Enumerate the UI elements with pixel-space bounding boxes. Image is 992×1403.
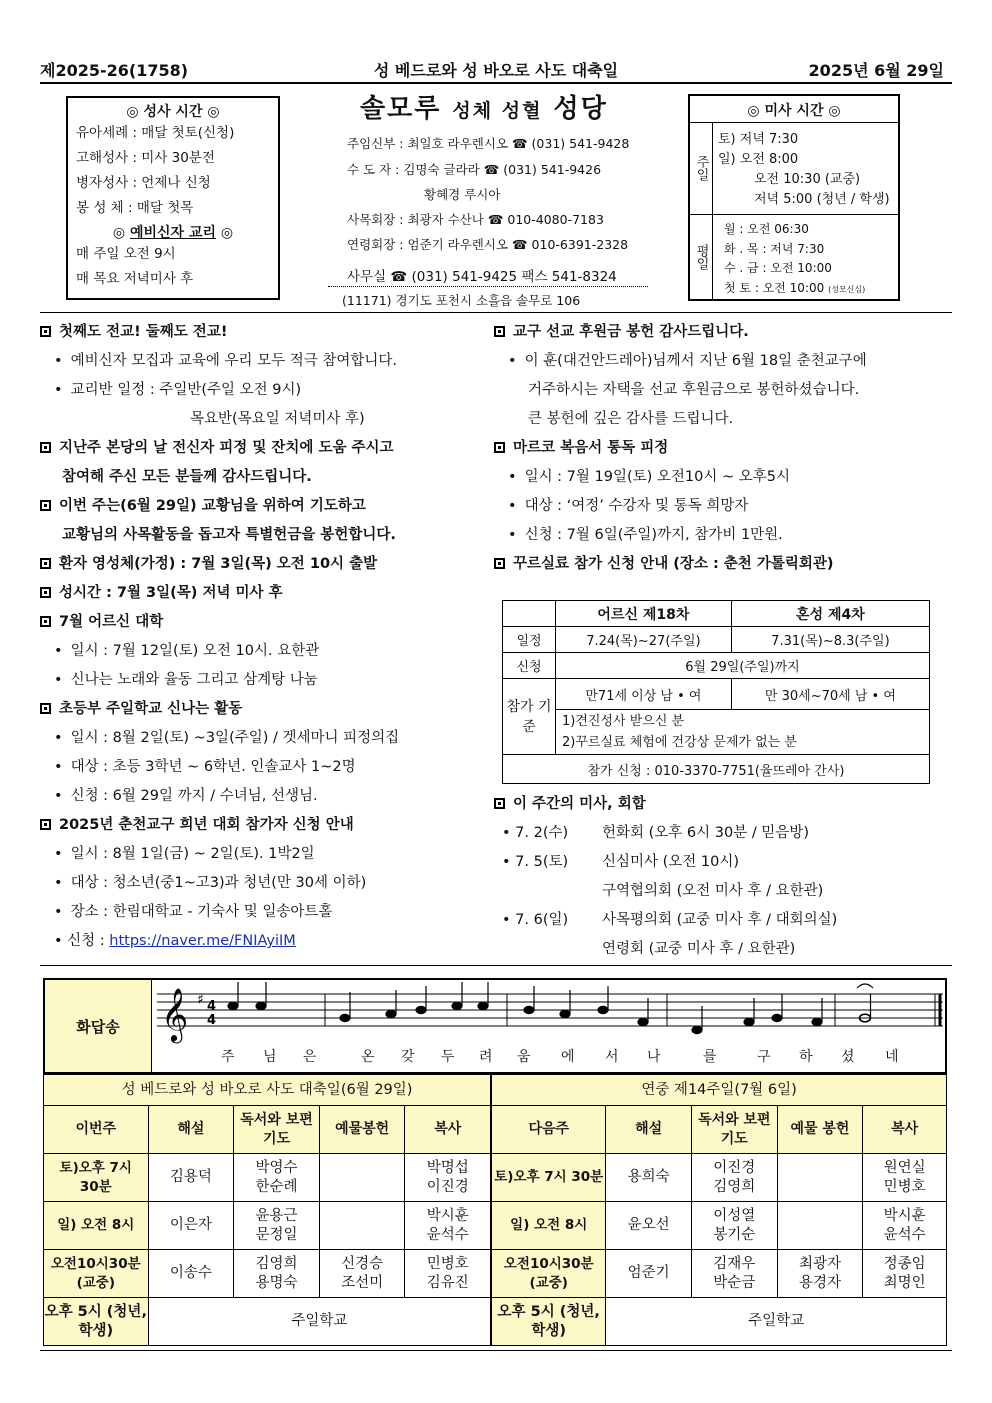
notice-heading: 성시간 : 7월 3일(목) 저녁 미사 후 <box>40 579 490 608</box>
bullet-square-icon <box>40 326 51 337</box>
sunday-mass-row: 오전 10:30 (교중) <box>754 172 861 187</box>
lyric-syllable: 하 <box>799 1049 813 1065</box>
notice-bullet: • 예비신자 모집과 교육에 우리 모두 적극 참여합니다. <box>40 347 490 376</box>
sunday-school-cell: 주일학교 <box>606 1298 947 1346</box>
bullet-square-icon <box>40 442 51 453</box>
ministry-cell <box>777 1154 863 1202</box>
weekly-text: 연령회 (교중 미사 후 / 요한관) <box>602 941 796 957</box>
ministry-row <box>44 1250 947 1298</box>
cursillo-req: 1)견진성사 받으신 분 <box>562 714 685 729</box>
ministry-cell: 김영희 용명숙 <box>234 1250 320 1298</box>
religious-line-2: 황혜경 루시아 <box>424 187 501 202</box>
notice-heading-cont: 참여해 주신 모든 분들께 감사드립니다. <box>62 469 312 485</box>
ministry-cell: 이성열 봉기순 <box>692 1202 778 1250</box>
svg-text:4: 4 <box>207 1013 217 1028</box>
weekday-mass-row: 화 . 목 : 저녁 7:30 <box>724 241 825 256</box>
cursillo-table <box>502 600 930 784</box>
bullet-square-icon <box>40 558 51 569</box>
weekly-row <box>494 819 944 848</box>
ministry-cell: 정종임 최명인 <box>863 1250 947 1298</box>
notice-heading: 첫째도 전교! 둘째도 전교! <box>40 318 490 347</box>
ministry-cell: 일) 오전 8시 <box>44 1202 149 1250</box>
bullet-square-icon <box>40 616 51 627</box>
bullet-square-icon <box>40 703 51 714</box>
ministry-row-youth <box>44 1298 947 1346</box>
ministry-cell <box>319 1202 405 1250</box>
notice-bullet: • 일시 : 8월 1일(금) ~ 2일(토). 1박2일 <box>40 840 490 869</box>
cursillo-row-label: 참가 기준 <box>503 679 556 755</box>
catechumen-row: 매 목요 저녁미사 후 <box>76 271 194 287</box>
notice-heading: 이번 주는(6월 29일) 교황님을 위하여 기도하고 <box>40 492 490 521</box>
notice-bullet: • 일시 : 7월 12일(토) 오전 10시. 요한관 <box>40 637 490 666</box>
cursillo-contact: 참가 신청 : 010-3370-7751(율뜨레아 간사) <box>503 755 930 784</box>
notice-heading-cont: 큰 봉헌에 깊은 감사를 드립니다. <box>528 411 734 427</box>
svg-text:4: 4 <box>207 999 217 1014</box>
psalm-label: 화답송 <box>45 980 152 1072</box>
sunday-label: 주일 <box>690 122 713 214</box>
ministry-cell: 용희숙 <box>606 1154 692 1202</box>
ministry-header-cell: 해설 <box>606 1106 692 1154</box>
notice-heading: 2025년 춘천교구 희년 대회 참가자 신청 안내 <box>40 811 490 840</box>
notice-bullet: • 신나는 노래와 율동 그리고 삼계탕 나눔 <box>40 666 490 695</box>
weekly-row <box>494 877 944 906</box>
bullet-square-icon <box>40 587 51 598</box>
lyric-syllable: 주 <box>221 1049 235 1065</box>
cursillo-row-label: 일정 <box>503 627 556 653</box>
ministry-cell: 오전10시30분 (교중) <box>491 1250 606 1298</box>
left-notices <box>40 318 490 927</box>
ministry-header-cell: 이번주 <box>44 1106 149 1154</box>
ministry-header-cell: 복사 <box>863 1106 947 1154</box>
notice-heading: 마르코 복음서 통독 피정 <box>494 434 944 463</box>
weekly-day: • 7. 5(토) <box>502 854 569 870</box>
notice-bullet: • 신청 : 6월 29일 까지 / 수녀님, 선생님. <box>40 782 490 811</box>
header-divider <box>40 82 952 84</box>
bullet-square-icon <box>494 558 505 569</box>
weekly-text: 신심미사 (오전 10시) <box>602 854 740 870</box>
ministry-cell: 이송수 <box>148 1250 234 1298</box>
bottom-divider <box>40 965 952 966</box>
lyric-syllable: 나 <box>647 1049 661 1065</box>
parish-name: 솔모루 성체 성혈 성당 <box>360 94 608 124</box>
ministry-cell: 김재우 박순금 <box>692 1250 778 1298</box>
weekly-text: 구역협의회 (오전 미사 후 / 요한관) <box>602 883 824 899</box>
lyric-syllable: 은 <box>303 1049 317 1065</box>
ministry-table <box>43 1074 947 1346</box>
psalm-box <box>43 978 947 1074</box>
top-section-divider <box>40 312 952 313</box>
notice-heading-cont: 거주하시는 자택을 선교 후원금으로 봉헌하셨습니다. <box>528 382 860 398</box>
weekly-day: • 7. 2(수) <box>502 825 569 841</box>
notice-bullet: • 장소 : 한림대학교 - 기숙사 및 일송아트홀 <box>40 898 490 927</box>
ministry-cell: 신경승 조선미 <box>319 1250 405 1298</box>
ministry-header-cell: 다음주 <box>491 1106 606 1154</box>
weekday-mass-row: 첫 토 : 오전 10:00 (성모신심) <box>724 280 866 295</box>
lyric-syllable: 님 <box>263 1049 277 1065</box>
weekday-mass-row: 수 . 금 : 오전 10:00 <box>724 261 832 275</box>
apply-link[interactable]: https://naver.me/FNIAyiIM <box>109 933 296 949</box>
sunday-mass-row: 일) 오전 8:00 <box>718 152 799 167</box>
address-divider <box>328 286 648 287</box>
notice-heading-cont: 교황님의 사목활동을 돕고자 특별헌금을 봉헌합니다. <box>62 527 396 543</box>
footer-divider <box>40 1350 952 1351</box>
ministry-cell: 윤용근 문정일 <box>234 1202 320 1250</box>
cursillo-req: 만71세 이상 남 • 여 <box>556 679 732 710</box>
notice-indent: 목요반(목요일 저녁미사 후) <box>190 411 365 427</box>
ministry-cell: 최광자 용경자 <box>777 1250 863 1298</box>
ministry-cell <box>777 1202 863 1250</box>
sacrament-row: 유아세례 : 매달 첫토(신청) <box>76 125 235 141</box>
council-president-line: 사목회장 : 최광자 수산나 ☎ 010-4080-7183 <box>347 212 604 227</box>
notice-heading: 교구 선교 후원금 봉헌 감사드립니다. <box>494 318 944 347</box>
ministry-right-title: 연중 제14주일(7월 6일) <box>491 1075 946 1106</box>
lyric-syllable: 갖 <box>401 1049 415 1065</box>
weekly-schedule <box>494 790 944 964</box>
notice-bullet: • 일시 : 8월 2일(토) ~3일(주일) / 겟세마니 피정의집 <box>40 724 490 753</box>
sacrament-row: 고해성사 : 미사 30분전 <box>76 150 215 166</box>
cursillo-req: 만 30세~70세 남 • 여 <box>731 679 929 710</box>
youth-mass-label: 오후 5시 (청년,학생) <box>44 1298 149 1346</box>
svg-text:♯: ♯ <box>197 992 204 1008</box>
weekly-title: 이 주간의 미사, 회합 <box>494 790 944 819</box>
sacrament-row: 봉 성 체 : 매달 첫목 <box>76 200 194 216</box>
weekly-day: • 7. 6(일) <box>502 912 569 928</box>
weekly-text: 사목평의회 (교중 미사 후 / 대회의실) <box>602 912 838 928</box>
ministry-cell: 이은자 <box>148 1202 234 1250</box>
feast-title: 성 베드로와 성 바오로 사도 대축일 <box>373 61 619 80</box>
ministry-cell: 박시훈 윤석수 <box>863 1202 947 1250</box>
catechumen-title: ◎ 예비신자 교리 ◎ <box>112 225 234 241</box>
bullet-square-icon <box>494 326 505 337</box>
funeral-society-line: 연령회장 : 엄준기 라우렌시오 ☎ 010-6391-2328 <box>347 237 629 252</box>
youth-mass-label: 오후 5시 (청년,학생) <box>491 1298 606 1346</box>
notice-bullet: • 이 훈(대건안드레아)님께서 지난 6월 18일 춘천교구에 <box>494 347 944 376</box>
lyric-syllable: 셨 <box>841 1049 855 1065</box>
ministry-cell: 오전10시30분 (교중) <box>44 1250 149 1298</box>
bulletin-date: 2025년 6월 29일 <box>808 61 944 80</box>
ministry-cell: 원연실 민병호 <box>863 1154 947 1202</box>
lyric-syllable: 에 <box>561 1049 575 1065</box>
bullet-square-icon <box>40 819 51 830</box>
mass-times-title: ◎ 미사 시간 ◎ <box>747 103 841 119</box>
notice-heading: 꾸르실료 참가 신청 안내 (장소 : 춘천 가톨릭회관) <box>494 550 944 579</box>
sunday-mass-row: 저녁 5:00 (청년 / 학생) <box>754 192 890 207</box>
religious-line: 수 도 자 : 김명숙 글라라 ☎ (031) 541-9426 <box>347 162 602 177</box>
ministry-header-cell: 해설 <box>148 1106 234 1154</box>
bullet-square-icon <box>494 442 505 453</box>
lyric-syllable: 네 <box>885 1049 899 1065</box>
psalm-staff <box>157 982 943 1052</box>
ministry-cell: 김용덕 <box>148 1154 234 1202</box>
ministry-cell: 토)오후 7시 30분 <box>44 1154 149 1202</box>
notice-bullet: • 대상 : 청소년(중1~고3)과 청년(만 30세 이하) <box>40 869 490 898</box>
ministry-header-cell: 독서와 보편기도 <box>692 1106 778 1154</box>
sacrament-times-box <box>66 96 280 300</box>
notice-bullet: • 대상 : 초등 3학년 ~ 6학년. 인솔교사 1~2명 <box>40 753 490 782</box>
catechumen-row: 매 주일 오전 9시 <box>76 246 176 262</box>
sacrament-row: 병자성사 : 언제나 신청 <box>76 175 211 191</box>
lyric-syllable: 구 <box>757 1049 771 1065</box>
cursillo-req: 2)꾸르실료 체험에 건강상 문제가 없는 분 <box>562 735 797 750</box>
bullet-square-icon <box>40 500 51 511</box>
bulletin-header <box>40 56 952 82</box>
ministry-cell: 윤오선 <box>606 1202 692 1250</box>
weekday-label: 평일 <box>690 214 713 299</box>
weekly-day <box>494 877 602 906</box>
apply-link-line: • 신청 : https://naver.me/FNIAyiIM <box>54 933 296 949</box>
notice-bullet: • 대상 : ‘여정’ 수강자 및 통독 희망자 <box>494 492 944 521</box>
weekday-mass-row: 월 : 오전 06:30 <box>724 222 809 236</box>
weekly-text: 헌화회 (오후 6시 30분 / 믿음방) <box>602 825 809 841</box>
ministry-cell: 이진경 김영희 <box>692 1154 778 1202</box>
issue-number: 제2025-26(1758) <box>40 61 189 80</box>
notice-heading: 환자 영성체(가정) : 7월 3일(목) 오전 10시 출발 <box>40 550 490 579</box>
office-line: 사무실 ☎ (031) 541-9425 팩스 541-8324 <box>347 269 617 285</box>
ministry-row <box>44 1154 947 1202</box>
lyric-syllable: 두 <box>441 1049 455 1065</box>
cursillo-col: 혼성 제4차 <box>731 601 929 627</box>
ministry-cell: 일) 오전 8시 <box>491 1202 606 1250</box>
weekly-row <box>494 848 944 877</box>
address-line: (11171) 경기도 포천시 소흘읍 솔무로 106 <box>342 293 581 308</box>
cursillo-date: 7.31(목)~8.3(주일) <box>731 627 929 653</box>
ministry-header-cell: 예물 봉헌 <box>777 1106 863 1154</box>
weekly-row <box>494 935 944 964</box>
cursillo-row-label: 신청 <box>503 653 556 679</box>
weekly-day <box>494 935 602 964</box>
notice-heading: 지난주 본당의 날 전신자 피정 및 잔치에 도움 주시고 <box>40 434 490 463</box>
sunday-school-cell: 주일학교 <box>148 1298 491 1346</box>
sacrament-title: ◎ 성사 시간 ◎ <box>126 104 220 120</box>
notice-heading: 초등부 주일학교 신나는 활동 <box>40 695 490 724</box>
lyric-syllable: 온 <box>361 1049 375 1065</box>
cursillo-col: 어르신 제18차 <box>556 601 732 627</box>
weekly-row <box>494 906 944 935</box>
lyric-syllable: 려 <box>479 1049 493 1065</box>
mass-times-box <box>688 94 900 301</box>
ministry-cell: 엄준기 <box>606 1250 692 1298</box>
svg-text:𝄞: 𝄞 <box>161 987 189 1041</box>
ministry-cell: 토)오후 7시 30분 <box>491 1154 606 1202</box>
ministry-left-title: 성 베드로와 성 바오로 사도 대축일(6월 29일) <box>44 1075 492 1106</box>
pastor-line: 주임신부 : 최일호 라우렌시오 ☎ (031) 541-9428 <box>347 136 630 151</box>
ministry-cell: 박시훈 윤석수 <box>405 1202 491 1250</box>
ministry-row <box>44 1202 947 1250</box>
ministry-header-cell: 독서와 보편기도 <box>234 1106 320 1154</box>
notice-bullet: • 일시 : 7월 19일(토) 오전10시 ~ 오후5시 <box>494 463 944 492</box>
notice-bullet: • 신청 : 7월 6일(주일)까지, 참가비 1만원. <box>494 521 944 550</box>
ministry-cell: 박명섭 이진경 <box>405 1154 491 1202</box>
notice-heading: 7월 어르신 대학 <box>40 608 490 637</box>
ministry-header-cell: 예물봉헌 <box>319 1106 405 1154</box>
cursillo-date: 7.24(목)~27(주일) <box>556 627 732 653</box>
ministry-header-cell: 복사 <box>405 1106 491 1154</box>
notice-bullet: • 교리반 일정 : 주일반(주일 오전 9시) <box>40 376 490 405</box>
lyric-syllable: 움 <box>517 1049 531 1065</box>
lyric-syllable: 를 <box>703 1049 717 1065</box>
ministry-cell <box>319 1154 405 1202</box>
right-notices <box>494 318 944 579</box>
ministry-cell: 박영수 한순례 <box>234 1154 320 1202</box>
ministry-cell: 민병호 김유진 <box>405 1250 491 1298</box>
lyric-syllable: 서 <box>605 1049 619 1065</box>
cursillo-apply: 6월 29일(주일)까지 <box>556 653 930 679</box>
sunday-mass-row: 토) 저녁 7:30 <box>718 132 799 147</box>
